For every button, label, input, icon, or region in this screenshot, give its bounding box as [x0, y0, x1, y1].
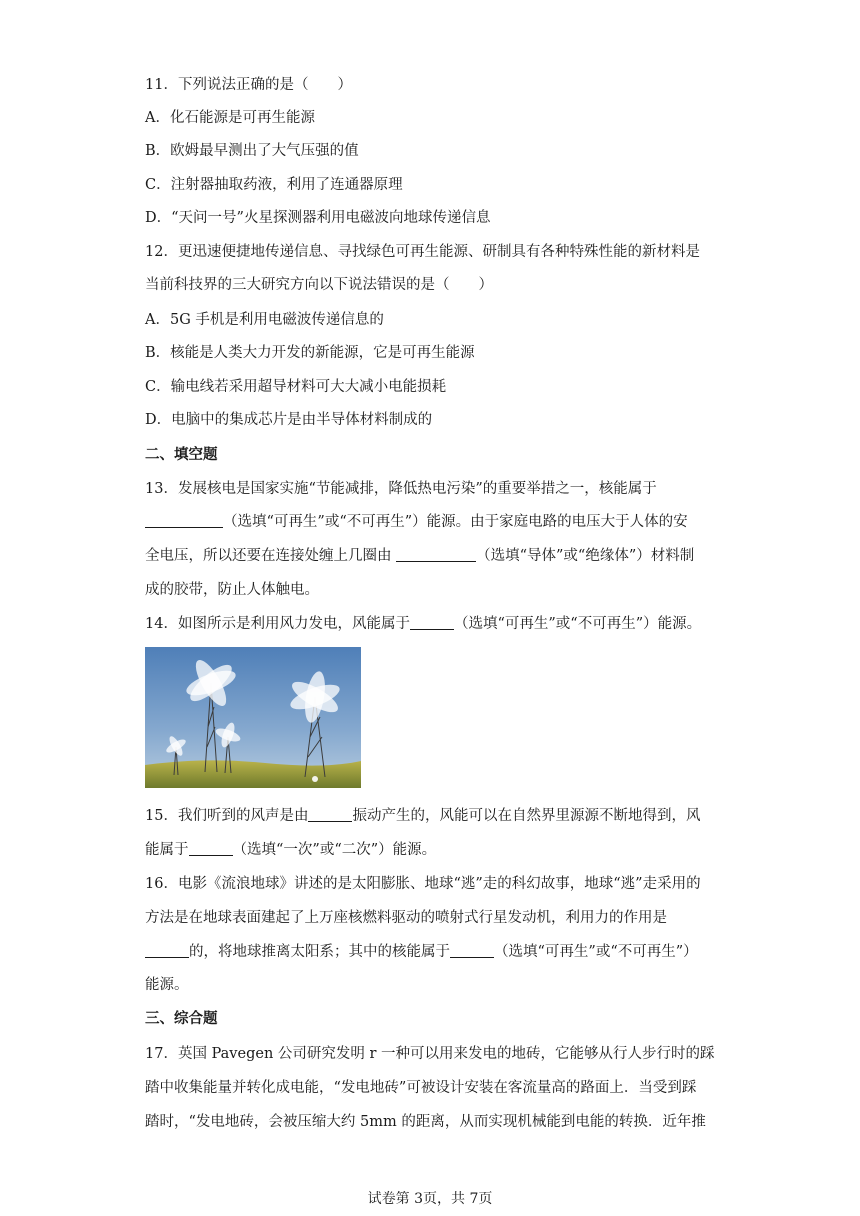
q16-line1: 16．电影《流浪地球》讲述的是太阳膨胀、地球“逃”走的科幻故事，地球“逃”走采用的 — [145, 876, 701, 892]
q17-line1: 17．英国 Pavegen 公司研究发明 r 一种可以用来发电的地砖，它能够从行人步行时的踩 — [145, 1046, 715, 1062]
answer-blank — [145, 943, 189, 958]
q12-option-a: A．5G 手机是利用电磁波传递信息的 — [145, 312, 384, 328]
answer-blank — [410, 615, 454, 630]
q13-line3-text-b: （选填“导体”或“绝缘体”）材料制 — [476, 548, 695, 564]
q16-line2: 方法是在地球表面建起了上万座核燃料驱动的喷射式行星发动机，利用力的作用是 — [145, 910, 667, 926]
q12-option-b: B．核能是人类大力开发的新能源，它是可再生能源 — [145, 345, 475, 361]
q14-line — [145, 614, 720, 634]
page-footer: 试卷第 3页，共 7页 — [367, 1191, 493, 1207]
q12-stem-line2: 当前科技界的三大研究方向以下说法错误的是（ ） — [145, 277, 493, 293]
q13-line4: 成的胶带，防止人体触电。 — [145, 582, 319, 598]
q11-stem: 11．下列说法正确的是（ ） — [145, 77, 352, 93]
q14-text-b: （选填“可再生”或“不可再生”）能源。 — [453, 616, 702, 632]
q16-line3 — [145, 942, 720, 962]
q15-line1 — [145, 806, 720, 826]
q17-line2: 踏中收集能量并转化成电能，“发电地砖”可被设计安装在客流量高的路面上．当受到踩 — [145, 1080, 697, 1096]
q15-text-a: 15．我们听到的风声是由 — [145, 808, 309, 824]
q13-line3 — [145, 546, 720, 566]
q13-line3-text-a: 全电压，所以还要在连接处缠上几圈由 — [145, 548, 392, 564]
q12-option-c: C．输电线若采用超导材料可大大减小电能损耗 — [145, 379, 447, 395]
q15-line2 — [145, 840, 720, 860]
q16-line4: 能源。 — [145, 977, 189, 993]
q12-stem-line1: 12．更迅速便捷地传递信息、寻找绿色可再生能源、研制具有各种特殊性能的新材料是 — [145, 244, 700, 260]
section-fill-in-title: 二、填空题 — [145, 446, 218, 463]
q13-line1: 13．发展核电是国家实施“节能减排，降低热电污染”的重要举措之一，核能属于 — [145, 481, 657, 497]
wind-turbine-photo — [145, 647, 361, 788]
q11-option-c: C．注射器抽取药液，利用了连通器原理 — [145, 177, 403, 193]
answer-blank — [396, 547, 476, 562]
q11-option-d: D．“天问一号”火星探测器利用电磁波向地球传递信息 — [145, 210, 491, 226]
q16-text-b: （选填“可再生”或“不可再生”） — [494, 944, 698, 960]
q16-text-a: 的，将地球推离太阳系；其中的核能属于 — [189, 944, 450, 960]
q13-line2-text: （选填“可再生”或“不可再生”）能源。由于家庭电路的电压大于人体的安 — [223, 514, 688, 530]
q12-option-d: D．电脑中的集成芯片是由半导体材料制成的 — [145, 412, 433, 428]
section-comprehensive-title: 三、综合题 — [145, 1010, 218, 1027]
q11-option-a: A．化石能源是可再生能源 — [145, 110, 315, 126]
answer-blank — [450, 943, 494, 958]
q15-text-d: （选填“一次”或“二次”）能源。 — [232, 842, 437, 858]
q15-text-c: 能属于 — [145, 842, 189, 858]
answer-blank — [145, 513, 223, 528]
q17-line3: 踏时，“发电地砖，会被压缩大约 5mm 的距离，从而实现机械能到电能的转换．近年推 — [145, 1114, 706, 1130]
q15-text-b: 振动产生的，风能可以在自然界里源源不断地得到，风 — [352, 808, 701, 824]
q14-text-a: 14．如图所示是利用风力发电，风能属于 — [145, 616, 410, 632]
q11-option-b: B．欧姆最早测出了大气压强的值 — [145, 143, 359, 159]
answer-blank — [189, 841, 233, 856]
answer-blank — [308, 807, 352, 822]
q13-line2 — [145, 512, 720, 532]
